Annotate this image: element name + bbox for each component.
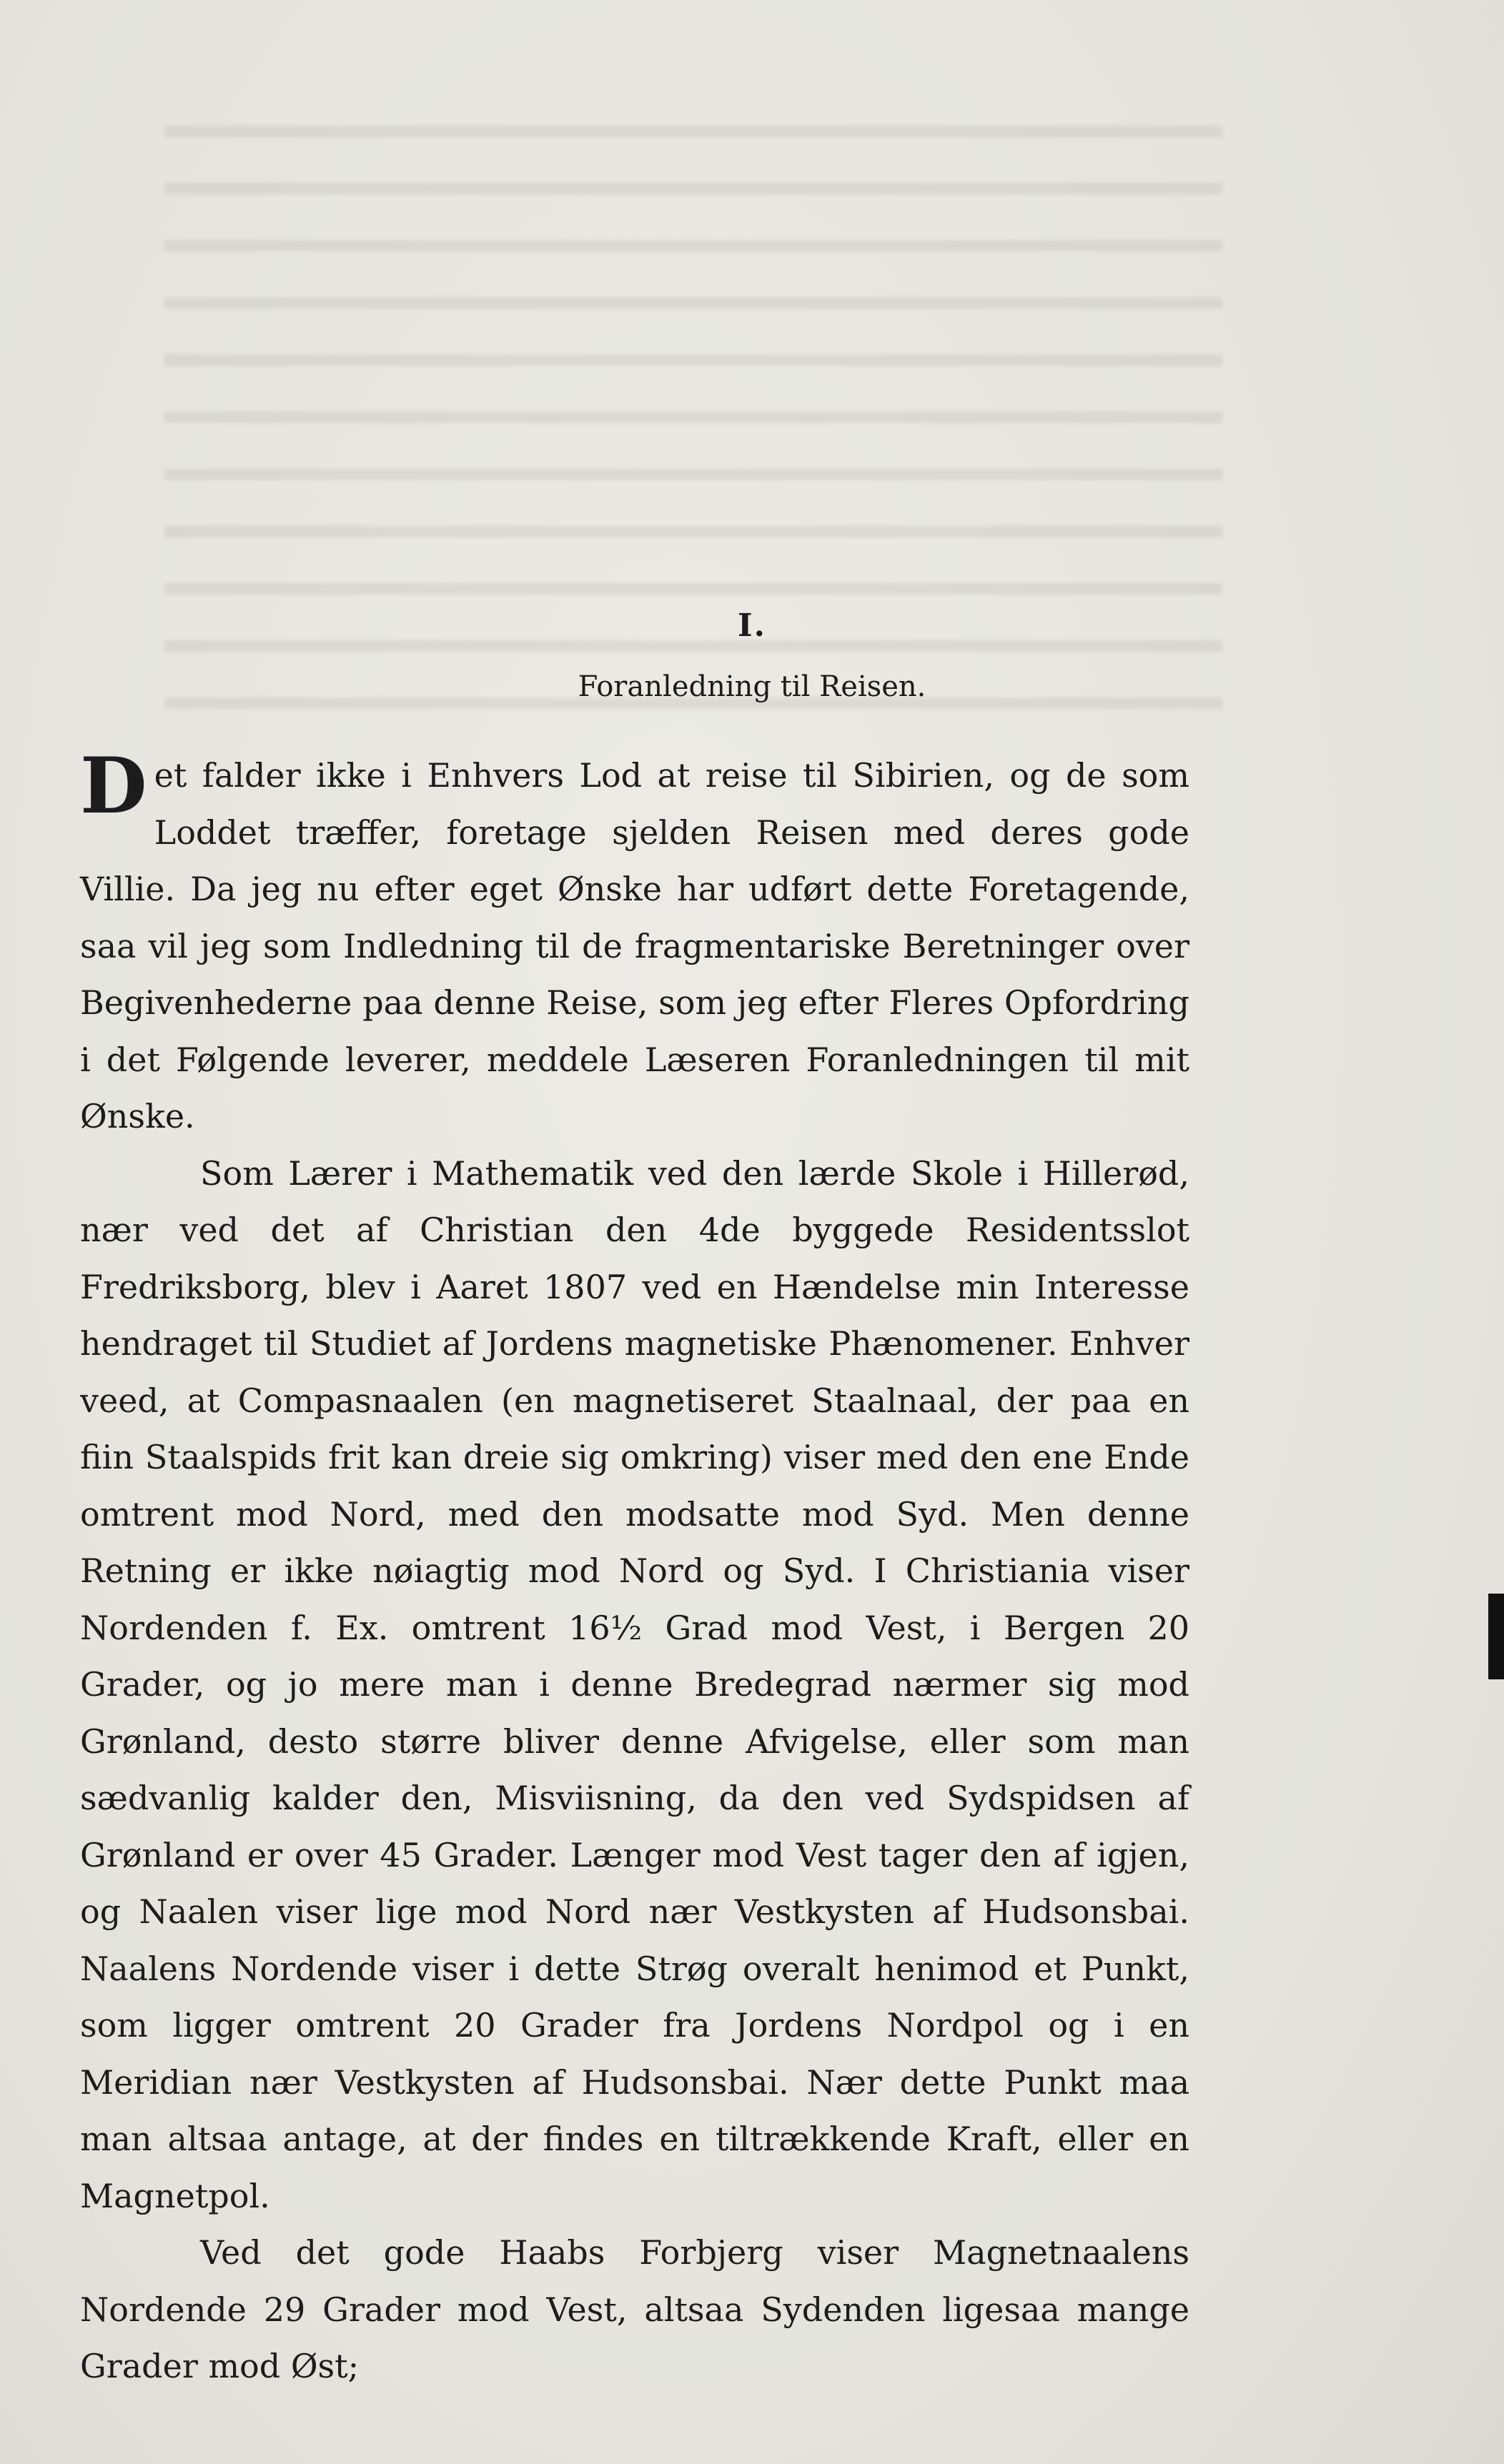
paragraph-1-text: et falder ikke i Enhvers Lod at reise til Sibirien, og de som Loddet træffer, foretage sjelden Reisen med deres gode Villie. Da jeg nu efter eget Ønske har udført dette Foretagende, saa vil jeg som Indledning til de fragmentariske Beretninger over Begivenhederne paa denne Reise, som jeg efter Fleres Opfordring i det Følgende leverer, meddele Læseren Foranledningen til mit Ønske. <box>80 756 1189 1136</box>
chapter-title: Foranledning til Reisen. <box>578 670 926 703</box>
bleed-through-shadow <box>164 93 1222 750</box>
paragraph-1 <box>80 741 1189 1146</box>
paragraph-2: Som Lærer i Mathematik ved den lærde Skole i Hillerød, nær ved det af Christian den 4de byggede Residentsslot Fredriksborg, blev i Aaret 1807 ved en Hændelse min Interesse hendraget til Studiet af Jordens magnetiske Phænomener. Enhver veed, at Compasnaalen (en magnetiseret Staalnaal, der paa en fiin Staalspids frit kan dreie sig omkring) viser med den ene Ende omtrent mod Nord, med den modsatte mod Syd. Men denne Retning er ikke nøiagtig mod Nord og Syd. I Christiania viser Nordenden f. Ex. omtrent 16½ Grad mod Vest, i Bergen 20 Grader, og jo mere man i denne Bredegrad nærmer sig mod Grønland, desto større bliver denne Afvigelse, eller som man sædvanlig kalder den, Misviisning, da den ved Sydspidsen af Grønland er over 45 Grader. Længer mod Vest tager den af igjen, og Naalen viser lige mod Nord nær Vestkysten af Hudsonsbai. Naalens Nordende viser i dette Strøg overalt henimod et Punkt, som ligger omtrent 20 Grader fra Jordens Nordpol og i en Meridian nær Vestkysten af Hudsonsbai. Nær dette Punkt maa man altsaa antage, at der findes en tiltrækkende Kraft, eller en Magnetpol. <box>80 1153 1189 2215</box>
body-text <box>80 741 1189 2395</box>
page-edge-tab <box>1488 1594 1504 1679</box>
paragraph-3: Ved det gode Haabs Forbjerg viser Magnetnaalens Nordende 29 Grader mod Vest, altsaa Sydenden ligesaa mange Grader mod Øst; <box>80 2233 1189 2385</box>
chapter-number: I. <box>738 607 766 644</box>
drop-cap: D <box>80 741 147 831</box>
